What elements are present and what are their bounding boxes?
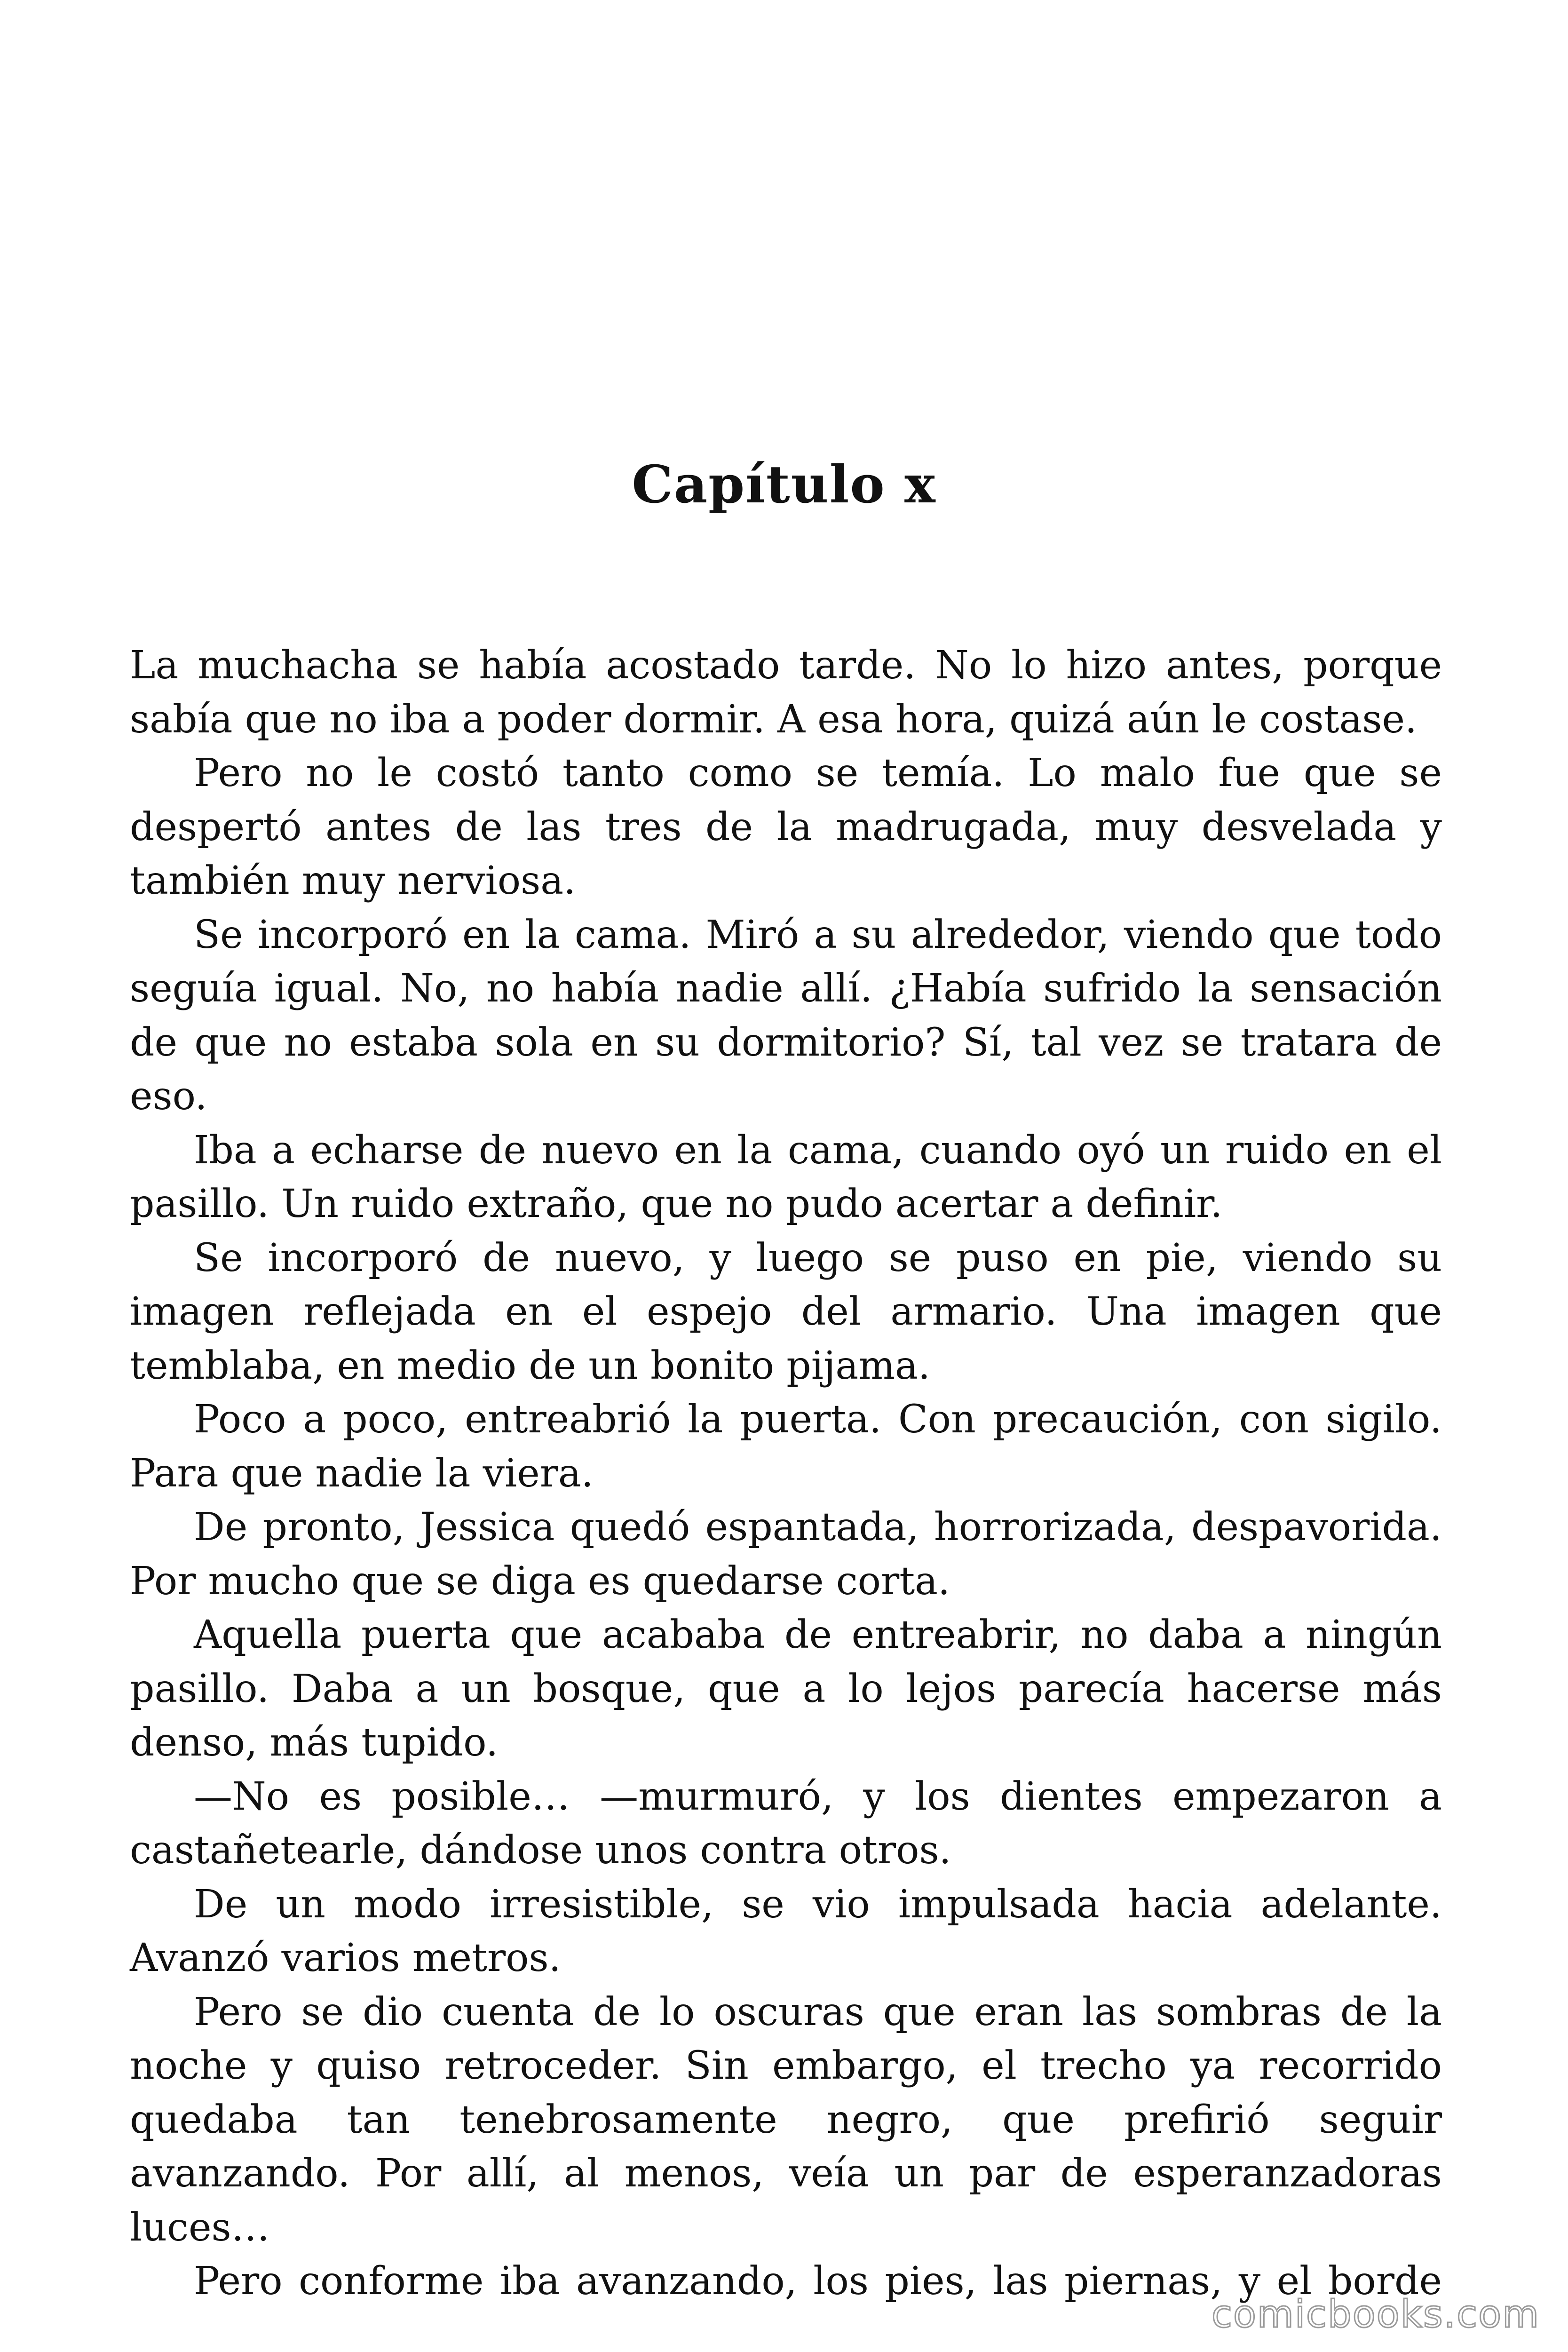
chapter-body [130, 639, 1442, 2309]
paragraph: Se incorporó de nuevo, y luego se puso en pie, viendo su imagen reflejada en el espejo del armario. Una imagen que temblaba, en medio de un bonito pijama. [130, 1235, 1442, 1388]
paragraph: La muchacha se había acostado tarde. No lo hizo antes, porque sabía que no iba a poder dormir. A esa hora, quizá aún le costase. [130, 643, 1442, 742]
paragraph-last: Pero conforme iba avanzando, los pies, las piernas, y el borde [194, 2259, 1442, 2304]
paragraph: Pero no le costó tanto como se temía. Lo malo fue que se despertó antes de las tres de la madrugada, muy desvelada y también muy nerviosa. [130, 751, 1442, 903]
paragraph: Aquella puerta que acababa de entreabrir, no daba a ningún pasillo. Daba a un bosque, que a lo lejos parecía hacerse más denso, más tupido. [130, 1613, 1442, 1765]
paragraph: Poco a poco, entreabrió la puerta. Con precaución, con sigilo. Para que nadie la viera. [130, 1397, 1442, 1496]
paragraph: Iba a echarse de nuevo en la cama, cuando oyó un ruido en el pasillo. Un ruido extraño, que no pudo acertar a definir. [130, 1128, 1442, 1226]
watermark: comicbooks.com [1211, 2292, 1540, 2336]
paragraph: Pero se dio cuenta de lo oscuras que eran las sombras de la noche y quiso retroceder. Sin embargo, el trecho ya recorrido quedaba tan tenebrosamente negro, que prefirió seguir avanzando. Por allí, al menos, veía un par de esperanzadoras luces… [130, 1989, 1442, 2250]
paragraph: Se incorporó en la cama. Miró a su alrededor, viendo que todo seguía igual. No, no había nadie allí. ¿Había sufrido la sensación de que no estaba sola en su dormitorio? Sí, tal vez se tratara de eso. [130, 912, 1442, 1119]
paragraph: De un modo irresistible, se vio impulsada hacia adelante. Avanzó varios metros. [130, 1882, 1442, 1980]
paragraph: De pronto, Jessica quedó espantada, horrorizada, despavorida. Por mucho que se diga es quedarse corta. [130, 1505, 1442, 1604]
chapter-title: Capítulo x [632, 454, 936, 515]
paragraph: —No es posible… —murmuró, y los dientes empezaron a castañetearle, dándose unos contra otros. [130, 1774, 1442, 1873]
